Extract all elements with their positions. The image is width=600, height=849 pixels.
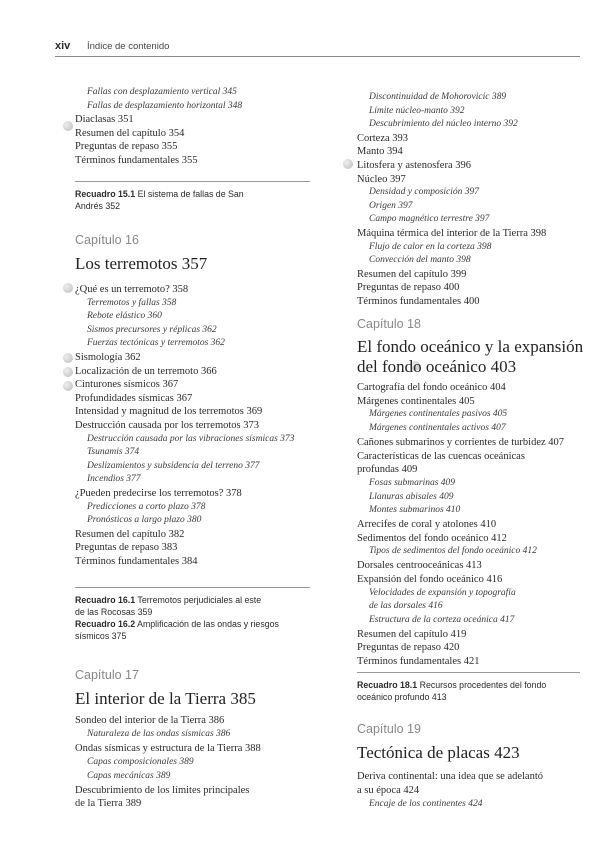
toc-entry: Tipos de sedimentos del fondo oceánico 412 (369, 546, 537, 557)
section-bullet-icon (63, 381, 73, 391)
toc-entry: Resumen del capítulo 382 (75, 528, 185, 540)
toc-entry: Destrucción causada por las vibraciones sísmicas 373 (87, 433, 295, 444)
toc-entry: Densidad y composición 397 (369, 187, 480, 198)
toc-entry: Montes submarinos 410 (369, 505, 461, 516)
toc-entry: ¿Qué es un terremoto? 358 (75, 284, 189, 295)
toc-entry: Manto 394 (357, 146, 403, 158)
toc-entry: Límite núcleo-manto 392 (369, 105, 465, 116)
page-number: xiv (55, 40, 71, 52)
toc-entry: Preguntas de repaso 420 (357, 642, 460, 654)
chapter-17-label: Capítulo 17 (75, 668, 139, 682)
toc-entry: Sondeo del interior de la Tierra 386 (75, 715, 225, 726)
toc-entry: Flujo de calor en la corteza 398 (369, 241, 492, 252)
toc-entry: Dorsales centrooceánicas 413 (357, 560, 482, 572)
toc-entry: Incendios 377 (87, 474, 141, 485)
toc-entry: Núcleo 397 (357, 173, 406, 185)
toc-entry: Terremotos y fallas 358 (87, 297, 177, 308)
toc-entry: Resumen del capítulo 419 (357, 628, 467, 640)
toc-entry: Cartografía del fondo oceánico 404 (357, 382, 506, 393)
recuadro-15-1: Recuadro 15.1 El sistema de fallas de San Andrés 352 (75, 181, 310, 212)
toc-entry: Términos fundamentales 384 (75, 556, 198, 567)
toc-entry: Márgenes continentales 405 (357, 395, 475, 407)
toc-entry: Deriva continental: una idea que se adelantó (357, 771, 544, 782)
toc-entry: Encaje de los continentes 424 (369, 799, 483, 809)
toc-entry: Máquina térmica del interior de la Tierra 398 (357, 228, 547, 239)
toc-entry: Discontinuidad de Mohorovicic 389 (369, 92, 507, 102)
chapter-18-title-line1: El fondo oceánico y la expansión (357, 337, 584, 356)
toc-entry: Profundidades sísmicas 367 (75, 392, 193, 404)
section-bullet-icon (63, 367, 73, 377)
toc-entry: Campo magnético terrestre 397 (369, 214, 490, 225)
toc-entry: Fallas de desplazamiento horizontal 348 (87, 100, 243, 111)
chapter-16-title: Los terremotos 357 (75, 254, 208, 273)
toc-entry: Sismos precursores y réplicas 362 (87, 324, 217, 335)
toc-entry: Preguntas de repaso 355 (75, 141, 178, 152)
section-bullet-icon (63, 121, 73, 131)
chapter-19-label: Capítulo 19 (357, 722, 421, 736)
toc-entry: Rebote elástico 360 (87, 311, 162, 322)
toc-entry: Capas composicionales 389 (87, 756, 194, 767)
toc-entry: Términos fundamentales 355 (75, 154, 198, 166)
toc-entry: Fallas con desplazamiento vertical 345 (87, 87, 237, 97)
toc-entry: Pronósticos a largo plazo 380 (87, 515, 202, 526)
toc-entry: Diaclasas 351 (75, 114, 134, 125)
toc-entry: Llanuras abisales 409 (369, 491, 454, 502)
toc-entry: Resumen del capítulo 354 (75, 127, 185, 139)
toc-entry: a su época 424 (357, 785, 420, 796)
toc-entry: Cinturones sísmicos 367 (75, 379, 179, 391)
toc-entry: Litosfera y astenosfera 396 (357, 160, 471, 171)
toc-entry: profundas 409 (357, 464, 418, 476)
toc-entry: Deslizamientos y subsidencia del terreno 377 (87, 460, 260, 471)
toc-entry: Descubrimiento del núcleo interno 392 (369, 119, 518, 130)
toc-entry: Preguntas de repaso 400 (357, 282, 460, 294)
chapter-17-title: El interior de la Tierra 385 (75, 689, 256, 708)
chapter-16-label: Capítulo 16 (75, 233, 139, 247)
toc-entry: Sismología 362 (75, 352, 141, 363)
toc-entry: Naturaleza de las ondas sísmicas 386 (87, 728, 231, 739)
chapter-18-label: Capítulo 18 (357, 317, 421, 331)
chapter-19-title: Tectónica de placas 423 (357, 743, 520, 762)
toc-entry: Cañones submarinos y corrientes de turbidez 407 (357, 436, 565, 448)
toc-entry: Fuerzas tectónicas y terremotos 362 (87, 338, 225, 349)
toc-entry: Preguntas de repaso 383 (75, 542, 178, 554)
toc-entry: Características de las cuencas oceánicas (357, 450, 525, 462)
toc-entry: Predicciones a corto plazo 378 (87, 501, 206, 512)
section-bullet-icon (63, 353, 73, 363)
toc-entry: Expansión del fondo oceánico 416 (357, 573, 503, 585)
toc-entry: Descubrimiento de los límites principales (75, 784, 250, 796)
toc-entry: Intensidad y magnitud de los terremotos 369 (75, 406, 263, 418)
running-title: Índice de contenido (87, 41, 170, 52)
toc-entry: Convección del manto 398 (369, 255, 471, 266)
recuadro-18-1: Recuadro 18.1 Recursos procedentes del fondo oceánico profundo 413 (357, 672, 580, 703)
recuadro-16-box: Recuadro 16.1 Terremotos perjudiciales al este de las Rocosas 359 Recuadro 16.2 Amplificación de las ondas y riesgos sísmicos 375 (75, 587, 310, 642)
toc-entry: de la Tierra 389 (75, 798, 142, 810)
toc-entry: de las dorsales 416 (369, 601, 443, 612)
toc-entry: Fosas submarinas 409 (369, 477, 456, 488)
chapter-18-title-line2: del fondo oceánico 403 (357, 357, 517, 376)
toc-entry: Márgenes continentales activos 407 (369, 423, 506, 434)
toc-entry: Márgenes continentales pasivos 405 (369, 409, 508, 420)
toc-entry: Tsunamis 374 (87, 447, 140, 458)
section-bullet-icon (63, 283, 73, 293)
toc-entry: Ondas sísmicas y estructura de la Tierra 388 (75, 742, 261, 754)
toc-entry: Arrecifes de coral y atolones 410 (357, 519, 497, 530)
toc-entry: Términos fundamentales 421 (357, 656, 480, 667)
toc-entry: Sedimentos del fondo oceánico 412 (357, 532, 507, 544)
toc-entry: Términos fundamentales 400 (357, 296, 480, 307)
toc-entry: Destrucción causada por los terremotos 373 (75, 420, 259, 431)
toc-entry: Velocidades de expansión y topografía (369, 587, 516, 598)
toc-entry: Localización de un terremoto 366 (75, 365, 217, 377)
toc-entry: ¿Pueden predecirse los terremotos? 378 (75, 488, 242, 499)
toc-entry: Corteza 393 (357, 132, 409, 144)
toc-entry: Estructura de la corteza oceánica 417 (369, 614, 515, 625)
page-header (55, 40, 580, 57)
section-bullet-icon (343, 159, 353, 169)
toc-entry: Resumen del capítulo 399 (357, 268, 467, 280)
toc-entry: Capas mecánicas 389 (87, 770, 171, 781)
toc-entry: Origen 397 (369, 200, 413, 211)
